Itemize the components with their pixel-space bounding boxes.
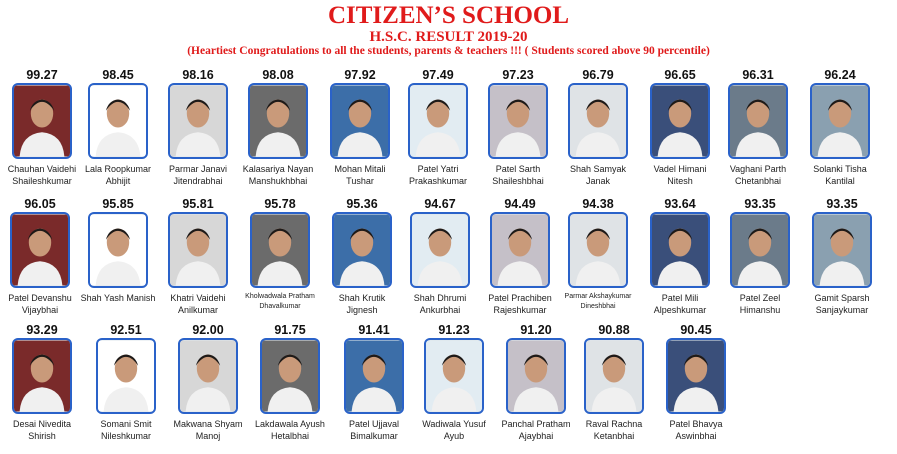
student-photo (810, 83, 870, 159)
student-name: Patel Prachiben (488, 293, 552, 303)
student-score: 99.27 (26, 68, 58, 82)
student-photo (730, 212, 790, 288)
student-card (638, 197, 722, 316)
student-photo (584, 338, 644, 414)
student-photo (250, 212, 310, 288)
student-score: 95.81 (182, 197, 214, 211)
student-card (156, 68, 240, 187)
student-photo (488, 83, 548, 159)
student-score: 93.35 (826, 197, 858, 211)
student-card (0, 197, 82, 316)
student-photo (812, 212, 872, 288)
student-card (320, 197, 404, 316)
student-name: Shah Yash Manish (80, 293, 156, 303)
student-name: Lala Roopkumar (84, 164, 152, 174)
student-score: 98.08 (262, 68, 294, 82)
student-name-second-line: Shirish (28, 431, 56, 441)
student-score: 94.67 (424, 197, 456, 211)
student-score: 91.75 (274, 323, 306, 337)
student-photo (248, 83, 308, 159)
student-name-second-line: Nileshkumar (100, 431, 151, 441)
student-name-second-line: Manshukhbhai (248, 176, 308, 186)
student-card (494, 323, 578, 442)
student-name-second-line: Tushar (346, 176, 374, 186)
student-score: 91.41 (358, 323, 390, 337)
student-name-second-line: Shaileshbhai (492, 176, 544, 186)
student-name-second-line: Vijaybhai (21, 305, 59, 315)
student-name: Kholwadwala Pratham (245, 293, 315, 300)
student-name: Parmar Akshaykumar (564, 293, 632, 300)
student-score: 94.38 (582, 197, 614, 211)
student-photo (568, 83, 628, 159)
student-score: 98.16 (182, 68, 214, 82)
student-card (800, 197, 884, 316)
student-photo (168, 212, 228, 288)
student-card (0, 323, 84, 442)
student-card (332, 323, 416, 442)
student-photo (490, 212, 550, 288)
student-name: Kalasariya Nayan (242, 164, 314, 174)
student-score: 95.78 (264, 197, 296, 211)
student-name: Gamit Sparsh (814, 293, 870, 303)
student-score: 93.64 (664, 197, 696, 211)
student-card (556, 68, 640, 187)
student-photo (12, 83, 72, 159)
student-score: 92.51 (110, 323, 142, 337)
student-name: Shah Dhrumi (413, 293, 467, 303)
student-card (76, 197, 160, 304)
student-photo (260, 338, 320, 414)
student-name: Makwana Shyam (173, 419, 243, 429)
student-name-second-line: Sanjaykumar (815, 305, 869, 315)
student-photo (168, 83, 228, 159)
student-photo (12, 338, 72, 414)
student-card (318, 68, 402, 187)
student-card (412, 323, 496, 442)
student-card (396, 68, 480, 187)
student-photo (424, 338, 484, 414)
student-card (798, 68, 882, 187)
student-score: 93.29 (26, 323, 58, 337)
student-name: Patel Bhavya (669, 419, 723, 429)
student-score: 97.49 (422, 68, 454, 82)
student-name: Patel Yatri (417, 164, 459, 174)
student-photo (506, 338, 566, 414)
student-score: 90.88 (598, 323, 630, 337)
student-name-second-line: Aswinbhai (675, 431, 717, 441)
student-score: 95.85 (102, 197, 134, 211)
student-name-second-line: Nitesh (667, 176, 693, 186)
student-name-second-line: Shaileshkumar (12, 176, 72, 186)
student-score: 92.00 (192, 323, 224, 337)
student-name: Lakdawala Ayush (255, 419, 325, 429)
student-name-second-line: Jitendrabhai (173, 176, 223, 186)
student-score: 96.05 (24, 197, 56, 211)
student-photo (178, 338, 238, 414)
student-name-second-line: Dhavalkumar (259, 303, 301, 310)
student-card (476, 68, 560, 187)
student-name-second-line: Prakashkumar (408, 176, 468, 186)
student-name: Vadel Himani (653, 164, 707, 174)
student-name: Patel Mili (661, 293, 699, 303)
student-photo (88, 212, 148, 288)
student-score: 97.92 (344, 68, 376, 82)
student-name-second-line: Kantilal (825, 176, 855, 186)
student-name: Patel Sarth (495, 164, 541, 174)
school-title: CITIZEN’S SCHOOL (327, 2, 570, 29)
student-card (718, 197, 802, 316)
student-photo (332, 212, 392, 288)
student-name: Panchal Pratham (501, 419, 571, 429)
student-name-second-line: Hetalbhai (270, 431, 310, 441)
student-score: 96.31 (742, 68, 774, 82)
congratulations-message: (Heartiest Congratulations to all the students, parents & teachers !!! ( Students scored above 90 percentile) (187, 45, 710, 57)
student-photo (568, 212, 628, 288)
student-score: 97.23 (502, 68, 534, 82)
student-score: 98.45 (102, 68, 134, 82)
student-card (84, 323, 168, 442)
student-name: Shah Samyak (569, 164, 627, 174)
student-name: Parmar Janavi (168, 164, 228, 174)
student-name-second-line: Ajaybhai (518, 431, 554, 441)
student-card (76, 68, 160, 187)
student-name-second-line: Rajeshkumar (493, 305, 547, 315)
student-photo (410, 212, 470, 288)
student-card (716, 68, 800, 187)
student-card (556, 197, 640, 312)
student-score: 95.36 (346, 197, 378, 211)
student-name: Patel Devanshu (8, 293, 72, 303)
student-name: Khatri Vaidehi (170, 293, 226, 303)
student-name-second-line: Janak (585, 176, 611, 186)
student-photo (408, 83, 468, 159)
student-score: 96.24 (824, 68, 856, 82)
student-name: Desai Nivedita (12, 419, 72, 429)
student-name-second-line: Anilkumar (177, 305, 218, 315)
student-name-second-line: Dineshbhai (580, 303, 616, 310)
student-name: Patel Ujjaval (348, 419, 400, 429)
student-name: Raval Rachna (585, 419, 643, 429)
student-card (398, 197, 482, 316)
student-name-second-line: Bimalkumar (350, 431, 398, 441)
student-name-second-line: Chetanbhai (734, 176, 782, 186)
student-photo (330, 83, 390, 159)
student-card (156, 197, 240, 316)
student-photo (10, 212, 70, 288)
student-card (478, 197, 562, 316)
student-score: 90.45 (680, 323, 712, 337)
student-score: 91.23 (438, 323, 470, 337)
student-name-second-line: Alpeshkumar (653, 305, 707, 315)
student-card (248, 323, 332, 442)
student-score: 94.49 (504, 197, 536, 211)
student-name-second-line: Ketanbhai (593, 431, 635, 441)
student-name-second-line: Abhijit (105, 176, 131, 186)
student-photo (88, 83, 148, 159)
student-card (238, 197, 322, 312)
student-name: Patel Zeel (739, 293, 781, 303)
student-score: 96.65 (664, 68, 696, 82)
student-name: Solanki Tisha (813, 164, 867, 174)
student-name-second-line: Jignesh (346, 305, 378, 315)
student-photo (650, 83, 710, 159)
student-card (638, 68, 722, 187)
student-name: Chauhan Vaidehi (7, 164, 77, 174)
student-score: 91.20 (520, 323, 552, 337)
student-photo (344, 338, 404, 414)
student-name: Mohan Mitali (334, 164, 386, 174)
student-name: Somani Smit (100, 419, 152, 429)
student-card (654, 323, 738, 442)
student-card (166, 323, 250, 442)
student-name: Shah Krutik (338, 293, 386, 303)
student-score: 93.35 (744, 197, 776, 211)
student-photo (96, 338, 156, 414)
student-photo (666, 338, 726, 414)
student-photo (728, 83, 788, 159)
student-name-second-line: Ankurbhai (419, 305, 461, 315)
student-score: 96.79 (582, 68, 614, 82)
student-name-second-line: Ayub (443, 431, 465, 441)
student-card (0, 68, 84, 187)
student-name: Vaghani Parth (729, 164, 787, 174)
student-card (572, 323, 656, 442)
student-name-second-line: Himanshu (739, 305, 781, 315)
student-card (236, 68, 320, 187)
student-name: Wadiwala Yusuf (422, 419, 486, 429)
student-photo (650, 212, 710, 288)
student-name-second-line: Manoj (195, 431, 221, 441)
result-title: H.S.C. RESULT 2019-20 (369, 29, 528, 45)
